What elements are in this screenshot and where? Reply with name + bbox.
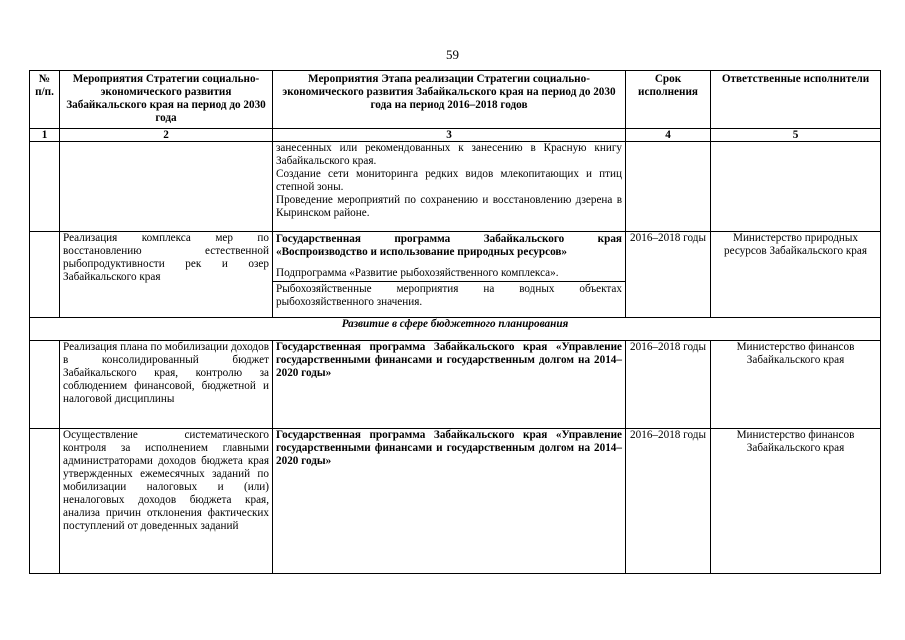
measure-text: занесенных или рекомендованных к занесению в Красную книгу Забайкальского края. — [276, 142, 622, 167]
subprogram: Подпрограмма «Развитие рыбохозяйственного комплекса». — [276, 267, 559, 279]
strategy-measure: Реализация плана по мобилизации доходов в консолидированный бюджет Забайкальского края, контролю за соблюдением финансовой, бюджетной и налоговой дисциплины — [60, 341, 273, 429]
header-strategy-measures: Мероприятия Стратегии социально-экономического развития Забайкальского края на период до 2030 года — [60, 71, 273, 129]
continued-measures-cell — [273, 142, 626, 232]
header-stage-measures: Мероприятия Этапа реализации Стратегии социально-экономического развития Забайкальского края на период до 2030 года на период 2016–2018 годов — [273, 71, 626, 129]
responsible: Министерство финансов Забайкальского края — [711, 341, 881, 429]
header-deadline: Срок исполнения — [626, 71, 711, 129]
deadline: 2016–2018 годы — [626, 341, 711, 429]
responsible: Министерство природных ресурсов Забайкальского края — [711, 232, 881, 318]
strategy-measure: Реализация комплекса мер по восстановлению естественной рыбопродуктивности рек и озер Забайкальского края — [60, 232, 273, 318]
column-number: 5 — [711, 129, 881, 142]
table-row — [30, 341, 881, 429]
column-number: 3 — [273, 129, 626, 142]
section-title: Развитие в сфере бюджетного планирования — [30, 318, 881, 341]
responsible: Министерство финансов Забайкальского края — [711, 429, 881, 574]
section-row — [30, 318, 881, 341]
strategy-measure: Осуществление систематического контроля за исполнением главными администраторами доходов бюджета края утвержденных ежемесячных заданий по мобилизации налоговых и (или) неналоговых доходов бюджета края, анализа причин отклонения фактических поступлений от доведенных заданий — [60, 429, 273, 574]
state-program: Государственная программа Забайкальского края «Управление государственными финансами и государственным долгом на 2014–2020 годы» — [273, 429, 626, 574]
stage-measure-cell — [273, 232, 626, 318]
strategy-table — [29, 70, 881, 574]
header-row — [30, 71, 881, 129]
table-row — [30, 142, 881, 232]
column-number-row — [30, 129, 881, 142]
header-number: № п/п. — [30, 71, 60, 129]
page-number: 59 — [446, 47, 459, 62]
state-program: Государственная программа Забайкальского края «Воспроизводство и использование природных ресурсов» — [276, 233, 622, 258]
column-number: 4 — [626, 129, 711, 142]
column-number: 1 — [30, 129, 60, 142]
state-program: Государственная программа Забайкальского края «Управление государственными финансами и государственным долгом на 2014–2020 годы» — [273, 341, 626, 429]
deadline: 2016–2018 годы — [626, 232, 711, 318]
column-number: 2 — [60, 129, 273, 142]
table-row — [30, 232, 881, 318]
header-responsible: Ответственные исполнители — [711, 71, 881, 129]
table-row — [30, 429, 881, 574]
activity: Рыбохозяйственные мероприятия на водных объектах рыбохозяйственного значения. — [273, 281, 625, 310]
measure-text: Создание сети мониторинга редких видов млекопитающих и птиц степной зоны. — [276, 168, 622, 193]
deadline: 2016–2018 годы — [626, 429, 711, 574]
measure-text: Проведение мероприятий по сохранению и восстановлению дзерена в Кыринском районе. — [276, 194, 622, 219]
